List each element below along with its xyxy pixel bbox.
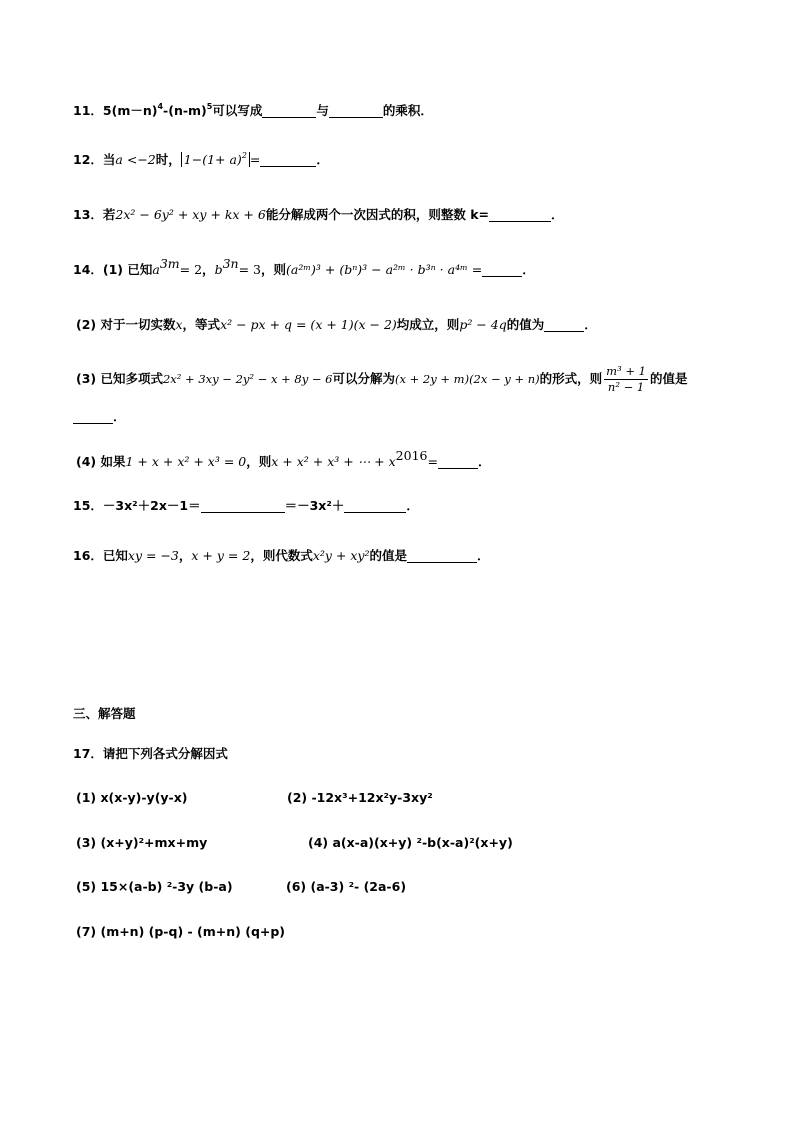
answer-blank[interactable]	[489, 207, 551, 222]
question-number: 15．	[73, 498, 103, 513]
punctuation: ．	[477, 548, 490, 563]
punctuation: ．	[550, 207, 564, 222]
answer-blank[interactable]	[73, 409, 113, 424]
math-var: x	[175, 317, 183, 332]
question-text: 的乘积．	[382, 103, 433, 118]
equals-sign: =	[249, 152, 261, 167]
math-expression: 1−(1+ a)	[183, 152, 242, 167]
question-number: 12．	[73, 152, 103, 167]
question-label: (3) 已知多项式	[76, 371, 163, 386]
question-text: 时，	[155, 152, 181, 167]
math-expression: ＝－3x²＋	[284, 498, 345, 513]
fraction	[604, 364, 648, 395]
punctuation: ．	[477, 454, 491, 469]
exponent: 3n	[222, 256, 239, 271]
question-text: 若	[102, 207, 116, 222]
question-17-title: 17．请把下列各式分解因式	[73, 746, 228, 761]
punctuation: ，	[202, 262, 215, 277]
question-text: 的值是	[369, 548, 408, 563]
math-expression: (a²ᵐ)³ + (bⁿ)³ − a²ᵐ · b³ⁿ · a⁴ᵐ =	[286, 262, 483, 277]
answer-blank[interactable]	[262, 103, 316, 118]
math-expression: p² − 4q	[459, 317, 507, 332]
punctuation: ．	[406, 498, 419, 513]
exponent: 2016	[395, 448, 428, 463]
math-condition: a <−2	[115, 152, 156, 167]
answer-blank[interactable]	[438, 454, 478, 469]
exponent: 2	[241, 151, 247, 160]
punctuation: ．	[316, 152, 329, 167]
answer-blank[interactable]	[407, 548, 477, 563]
math-expression: = 2	[179, 262, 203, 277]
math-condition: xy = −3	[127, 548, 179, 563]
q17-item-1: (1) x(x-y)-y(y-x)	[76, 790, 188, 805]
math-expression: 1 + x + x² + x³ = 0	[125, 454, 247, 469]
question-14-part-3	[76, 362, 687, 396]
punctuation: ．	[113, 409, 126, 424]
math-var: a	[152, 262, 160, 277]
expr-part: 5(m－n)	[102, 103, 158, 118]
math-condition: x + y = 2	[191, 548, 251, 563]
absolute-value	[181, 152, 250, 167]
math-expression: －3x²＋2x－1＝	[102, 498, 201, 513]
question-text: 能分解成两个一次因式的积，则整数 k=	[265, 207, 489, 222]
fraction-denominator: n² − 1	[607, 380, 645, 394]
question-text: ，则	[246, 454, 272, 469]
math-expression: x²y + xy²	[312, 548, 370, 563]
exponent: 3m	[159, 256, 180, 271]
question-label: (4) 如果	[76, 454, 126, 469]
question-number: 16．	[73, 548, 103, 563]
exponent: 4	[157, 102, 164, 111]
q17-item-7: (7) (m+n) (p-q) - (m+n) (q+p)	[76, 924, 286, 939]
question-13	[73, 205, 564, 225]
math-expression: x + x² + x³ + ⋯ + x	[271, 454, 396, 469]
question-14-part-2	[76, 315, 597, 335]
exponent: 5	[206, 102, 213, 111]
question-number: 11．	[73, 103, 103, 118]
question-text: 的形式，则	[539, 371, 603, 386]
q17-item-3: (3) (x+y)²+mx+my	[76, 835, 208, 850]
question-15	[73, 496, 419, 516]
q17-item-6: (6) (a-3) ²- (2a-6)	[286, 879, 407, 894]
answer-blank[interactable]	[344, 498, 406, 513]
question-11	[73, 101, 433, 121]
question-12	[73, 150, 329, 170]
question-14-part-4	[76, 448, 491, 472]
section-heading: 三、解答题	[73, 706, 136, 721]
question-14-part-1	[73, 256, 535, 280]
question-label: 14．(1) 已知	[73, 262, 153, 277]
math-expression: 2x² − 6y² + xy + kx + 6	[115, 207, 266, 222]
math-expression: x² − px + q = (x + 1)(x − 2)	[220, 317, 397, 332]
fraction-numerator: m³ + 1	[606, 364, 646, 378]
question-text: 当	[102, 152, 116, 167]
question-text: 与	[316, 103, 329, 118]
answer-blank[interactable]	[544, 317, 584, 332]
equals-sign: =	[427, 454, 438, 469]
question-text: 的值为	[506, 317, 545, 332]
question-text: ，等式	[182, 317, 221, 332]
expr-part: -(n-m)	[163, 103, 207, 118]
question-16	[73, 546, 490, 566]
question-14-part-3-continued	[73, 407, 126, 427]
question-text: 可以分解为	[332, 371, 395, 386]
question-text: 均成立，则	[396, 317, 460, 332]
punctuation: ．	[584, 317, 597, 332]
math-expression: 2x² + 3xy − 2y² − x + 8y − 6	[162, 372, 333, 386]
question-label: (2) 对于一切实数	[76, 317, 176, 332]
answer-blank[interactable]	[260, 152, 316, 167]
answer-blank[interactable]	[201, 498, 285, 513]
q17-item-2: (2) -12x³+12x²y-3xy²	[287, 790, 433, 805]
question-text: ，则代数式	[250, 548, 313, 563]
question-text: 可以写成	[212, 103, 263, 118]
question-number: 13．	[73, 207, 103, 222]
answer-blank[interactable]	[329, 103, 383, 118]
question-text: 的值是	[649, 371, 688, 386]
punctuation: ，	[178, 548, 192, 563]
q17-item-4: (4) a(x-a)(x+y) ²-b(x-a)²(x+y)	[308, 835, 513, 850]
question-text: 已知	[102, 548, 128, 563]
math-var: b	[214, 262, 223, 277]
math-expression: = 3	[238, 262, 261, 277]
q17-item-5: (5) 15×(a-b) ²-3y (b-a)	[76, 879, 233, 894]
question-text: ，则	[261, 262, 287, 277]
punctuation: ．	[522, 262, 535, 277]
math-expression: (x + 2y + m)(2x − y + n)	[395, 372, 540, 386]
answer-blank[interactable]	[482, 262, 522, 277]
